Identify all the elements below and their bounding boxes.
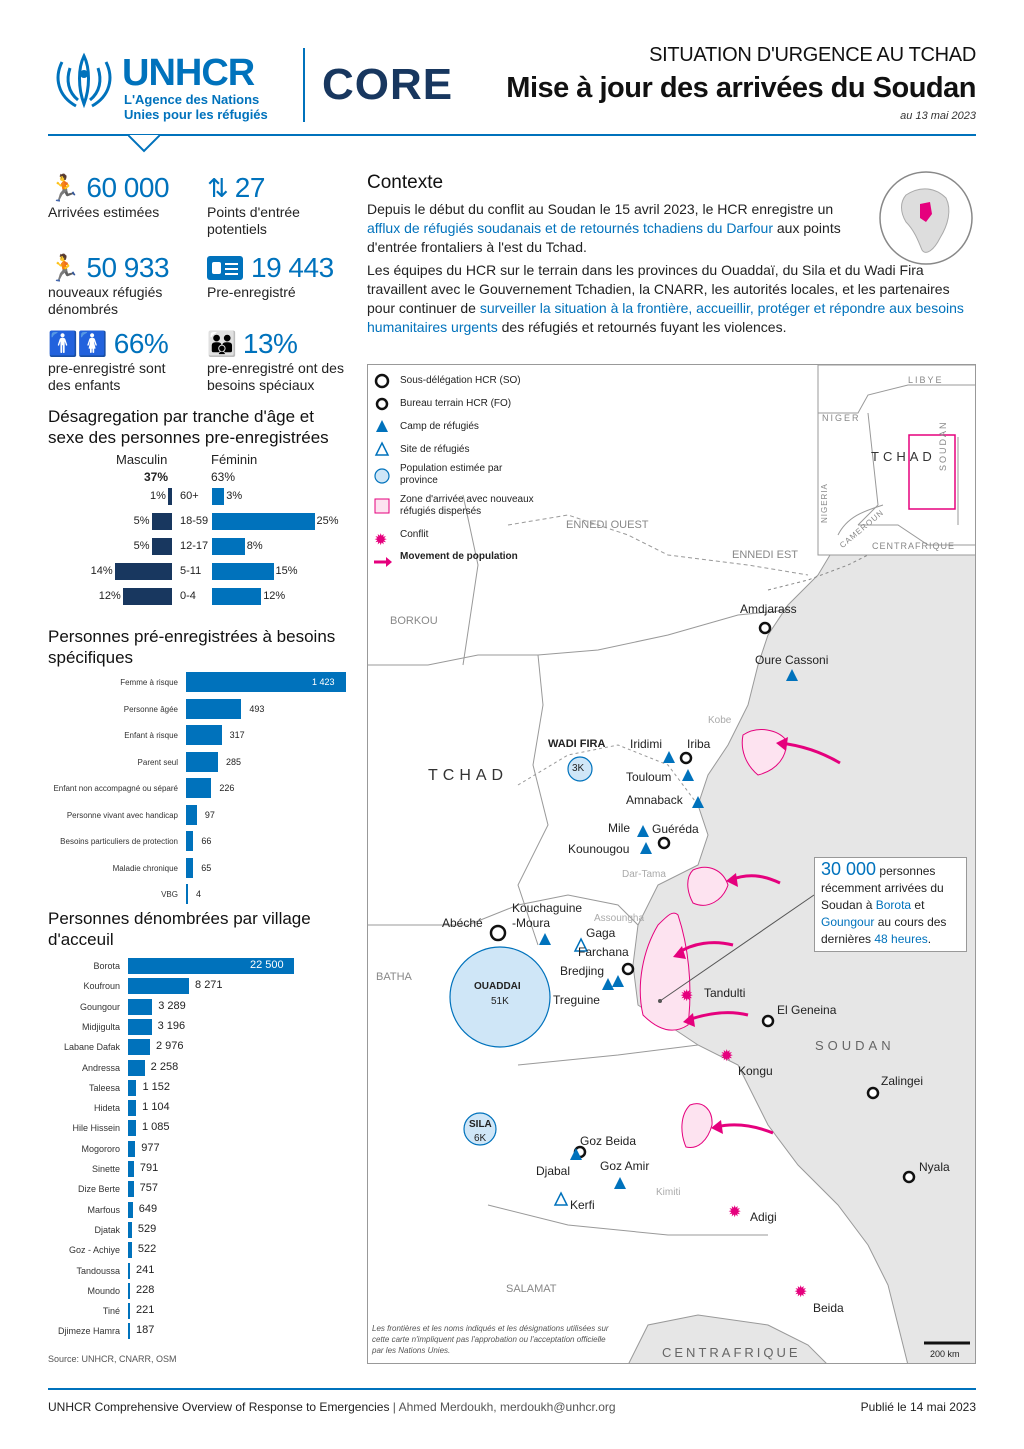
male-bar-label: 12% — [98, 590, 121, 602]
specific-need-bar — [186, 699, 241, 719]
village-value: 187 — [136, 1324, 155, 1337]
village-bar — [128, 1202, 133, 1218]
specific-need-value: 226 — [219, 783, 235, 793]
place-bredjing: Bredjing — [560, 964, 605, 978]
age-pyramid — [48, 450, 358, 615]
place-gureda: Guéréda — [652, 822, 699, 836]
kpi-value: 50 933 — [86, 252, 170, 283]
place-touloum: Touloum — [626, 770, 672, 784]
arrivals-callout — [814, 857, 967, 952]
country-tchad: TCHAD — [428, 767, 509, 784]
inset-centrafrique: CENTRAFRIQUE — [872, 541, 956, 551]
place-el-geneina: El Geneina — [777, 1003, 837, 1017]
page-title: Mise à jour des arrivées du Soudan — [506, 72, 976, 104]
inset-soudan: SOUDAN — [938, 420, 948, 471]
village-value: 2 976 — [155, 1040, 184, 1053]
place-gaga: Gaga — [586, 926, 616, 940]
specific-need-label: Personne âgée — [123, 704, 178, 714]
ouaddai-population: 51K — [491, 996, 509, 1007]
kpi-preregistered — [207, 252, 357, 301]
specific-need-bar — [186, 805, 197, 825]
specific-need-label: Parent seul — [137, 757, 178, 767]
village-label: Goz - Achiye — [68, 1245, 120, 1256]
village-label: Borota — [93, 961, 120, 971]
svg-text:✹: ✹ — [728, 1204, 742, 1221]
village-value: 228 — [136, 1283, 155, 1296]
specific-need-value: 493 — [249, 703, 265, 714]
legend-movement: Movement de population — [400, 551, 518, 562]
village-value: 1 104 — [142, 1101, 170, 1114]
kpi-label: Arrivées estimées — [48, 204, 160, 220]
place-mile: Mile — [608, 821, 631, 835]
age-group-label: 12-17 — [180, 540, 209, 552]
legend-site: Site de réfugiés — [400, 444, 470, 455]
village-bar — [128, 978, 189, 994]
village-label: Moundo — [87, 1285, 120, 1296]
female-bar — [212, 588, 261, 605]
province-ouaddai: OUADDAI — [474, 981, 521, 992]
family-icon: 👪 — [207, 330, 237, 358]
inset-libye: LIBYE — [908, 375, 944, 385]
source-note: Source: UNHCR, CNARR, OSM — [48, 1354, 177, 1364]
villages-chart — [0, 958, 360, 1348]
region-kobe: Kobe — [708, 715, 732, 726]
context-text: des réfugiés et retournés fuyant les violences. — [497, 319, 787, 335]
specific-need-value: 4 — [196, 889, 202, 899]
village-value: 22 500 — [250, 959, 284, 971]
age-group-label: 60+ — [180, 490, 199, 502]
age-pyramid-title: Désagregation par tranche d'âge et sexe des personnes pre-enregistrées — [48, 407, 329, 447]
village-label: Tiné — [102, 1306, 120, 1317]
specific-need-label: VBG — [161, 890, 178, 899]
context-text: aux points d'entrée frontaliers à l'est du Tchad. — [367, 220, 841, 255]
kpi-label: Pre-enregistré — [207, 284, 296, 300]
region-dar-tama: Dar-Tama — [622, 869, 666, 880]
place-goz-amir: Goz Amir — [600, 1159, 650, 1173]
village-bar — [128, 1303, 130, 1319]
village-value: 2 258 — [150, 1060, 179, 1073]
village-bar — [128, 1019, 152, 1035]
village-label: Sinette — [91, 1164, 120, 1174]
village-bar — [128, 1039, 150, 1055]
village-label: Midjigulta — [81, 1021, 120, 1032]
situation-map — [367, 364, 976, 1364]
province-wadi-fira: WADI FIRA — [548, 738, 606, 750]
place-beida: Beida — [813, 1301, 844, 1315]
context-highlight: afflux de réfugiés soudanais et de retournés tchadiens du Darfour — [367, 220, 773, 236]
callout-text: personnes récemment arrivées du Soudan à — [821, 864, 944, 912]
place-oure-cassoni: Oure Cassoni — [755, 653, 829, 667]
village-value: 3 196 — [157, 1019, 186, 1032]
specific-need-value: 285 — [226, 756, 242, 767]
male-header: Masculin — [116, 452, 168, 467]
place-iriba: Iriba — [687, 737, 711, 751]
female-bar-label: 8% — [246, 540, 263, 552]
specific-need-bar — [186, 778, 211, 798]
specific-need-label: Maladie chronique — [112, 863, 178, 873]
place-adigi: Adigi — [750, 1210, 777, 1224]
legend-icons — [374, 373, 394, 573]
specific-need-bar — [186, 725, 222, 745]
core-logo: CORE — [322, 60, 454, 109]
callout-number: 30 000 — [821, 859, 877, 879]
village-label: Labane Dafak — [63, 1042, 120, 1053]
age-group-label: 0-4 — [180, 590, 196, 602]
village-label: Djimeze Hamra — [57, 1326, 120, 1337]
village-bar — [128, 1323, 130, 1339]
specific-need-bar — [186, 884, 188, 904]
place-farchana: Farchana — [578, 945, 629, 959]
legend-so: Sous-délégation HCR (SO) — [400, 375, 521, 386]
region-centrafrique: CENTRAFRIQUE — [662, 1345, 801, 1360]
village-label: Hideta — [93, 1103, 120, 1114]
region-batha: BATHA — [376, 971, 412, 983]
specific-need-label: Personne vivant avec handicap — [66, 810, 178, 820]
specific-need-bar — [186, 831, 193, 851]
region-assoungha: Assoungha — [594, 913, 645, 924]
male-bar-label: 14% — [90, 565, 113, 577]
specific-need-label: Femme à risque — [120, 678, 178, 687]
kpi-special-needs — [207, 328, 362, 394]
province-sila: SILA — [469, 1119, 492, 1130]
specific-need-value: 97 — [204, 809, 215, 820]
callout-text: et — [911, 898, 925, 912]
place-djabal: Djabal — [536, 1164, 571, 1178]
context-paragraph-2 — [367, 261, 967, 337]
village-bar — [128, 999, 152, 1015]
children-icon: 🚹🚺 — [48, 330, 108, 358]
village-label: Marfous — [87, 1204, 120, 1215]
place-amdjarass: Amdjarass — [740, 602, 797, 616]
village-label: Djatak — [94, 1224, 120, 1235]
footer-credit — [48, 1400, 616, 1414]
specific-need-label: Enfant à risque — [124, 731, 178, 740]
context-title: Contexte — [367, 172, 444, 193]
male-bar-label: 5% — [133, 540, 150, 552]
context-text: Depuis le début du conflit au Soudan le 15 avril 2023, le HCR enregistre un — [367, 201, 834, 217]
male-percent: 37% — [144, 470, 169, 484]
kpi-label: nouveaux réfugiés dénombrés — [48, 284, 163, 317]
logo-sub-line-1: L'Agence des Nations — [124, 92, 260, 107]
place-amnaback: Amnaback — [626, 793, 683, 807]
village-bar — [128, 1141, 135, 1157]
village-value: 522 — [137, 1243, 157, 1256]
legend-conflict: Conflit — [400, 529, 429, 540]
female-percent: 63% — [211, 470, 236, 484]
region-salamat: SALAMAT — [506, 1283, 557, 1295]
kpi-children — [48, 328, 208, 394]
context-text: Les équipes du HCR sur le terrain dans les provinces du Ouaddaï, du Sila et du Wadi Fira travaillent avec le Gouvernement Tchadien, la CNARR, les autorités locales, et les partenaires pour continuer de — [367, 262, 950, 316]
kpi-value: 66% — [113, 328, 169, 359]
globe-locator-icon — [876, 170, 976, 266]
place-iridimi: Iridimi — [630, 737, 662, 751]
village-bar — [128, 1080, 136, 1096]
running-person-icon: 🏃 — [48, 172, 81, 203]
specific-need-label: Enfant non accompagné ou séparé — [53, 784, 178, 793]
kpi-value: 13% — [242, 328, 298, 359]
callout-borota: Borota — [875, 898, 912, 912]
kpi-value: 19 443 — [251, 252, 334, 283]
wadi-fira-population: 3K — [572, 763, 585, 774]
place-kouchaguine: Kouchaguine — [512, 901, 583, 915]
svg-text:✹: ✹ — [720, 1048, 734, 1065]
callout-text: au cours des dernières — [821, 915, 947, 946]
logo-subtitle — [124, 92, 268, 122]
unhcr-logo — [48, 48, 120, 110]
place-tandulti: Tandulti — [704, 986, 746, 1000]
specific-needs-title: Personnes pré-enregistrées à besoins spécifiques — [48, 627, 336, 667]
logo-sub-line-2: Unies pour les réfugiés — [124, 107, 268, 122]
village-bar — [128, 1060, 145, 1076]
kpi-value: 27 — [234, 172, 265, 203]
region-kimiti: Kimiti — [656, 1187, 681, 1198]
female-bar — [212, 488, 224, 505]
village-bar — [128, 1161, 134, 1177]
place-kongu: Kongu — [738, 1064, 773, 1078]
header-pointer-icon — [128, 135, 160, 153]
age-group-label: 18-59 — [180, 515, 209, 527]
header-divider — [48, 134, 976, 136]
village-bar — [128, 1222, 132, 1238]
inset-niger: NIGER — [822, 413, 861, 423]
region-ennedi-ouest: ENNEDI OUEST — [566, 519, 649, 531]
village-bar — [128, 1120, 136, 1136]
map-disclaimer: Les frontières et les noms indiqués et les désignations utilisées sur cette carte n'impliquent pas l'approbation ou l'acceptation officielle par les Nations Unies. — [372, 1324, 609, 1355]
village-value: 529 — [137, 1222, 157, 1235]
svg-text:✹: ✹ — [374, 532, 388, 549]
context-paragraph-1 — [367, 200, 867, 257]
village-bar — [128, 1100, 136, 1116]
place-zalingei: Zalingei — [881, 1074, 924, 1088]
male-bar-label: 5% — [133, 515, 150, 527]
male-bar — [152, 538, 173, 555]
female-bar — [212, 538, 245, 555]
place-abeche: Abéché — [442, 916, 483, 930]
village-value: 757 — [139, 1182, 158, 1195]
village-value: 3 289 — [158, 999, 186, 1012]
callout-goungour: Goungour — [821, 915, 875, 929]
female-bar-label: 12% — [263, 590, 286, 602]
village-bar — [128, 1283, 130, 1299]
specific-needs-chart — [0, 672, 360, 902]
legend-fo: Bureau terrain HCR (FO) — [400, 398, 512, 409]
village-value: 649 — [138, 1202, 158, 1215]
kpi-label: Points d'entrée potentiels — [207, 204, 300, 237]
village-bar — [128, 1242, 132, 1258]
specific-need-value: 66 — [201, 836, 212, 846]
place-goz-beida: Goz Beida — [580, 1134, 637, 1148]
footer-published: Publié le 14 mai 2023 — [860, 1400, 976, 1414]
running-person-icon: 🏃 — [48, 252, 81, 283]
female-bar-label: 25% — [316, 515, 339, 527]
village-value: 221 — [136, 1304, 155, 1317]
callout-text: . — [927, 932, 932, 946]
legend-population: Population estimée par province — [400, 463, 503, 486]
inset-cameroun: CAMEROUN — [838, 507, 886, 550]
male-bar — [123, 588, 172, 605]
village-label: Hile Hissein — [72, 1123, 120, 1134]
header-subtitle: SITUATION D'URGENCE AU TCHAD — [649, 44, 976, 66]
male-bar — [152, 513, 173, 530]
legend-arrival-zone: Zone d'arrivée avec nouveaux réfugiés dispersés — [400, 494, 534, 517]
male-bar — [115, 563, 172, 580]
place-nyala: Nyala — [919, 1160, 950, 1174]
specific-need-bar — [186, 858, 193, 878]
place-kerfi: Kerfi — [570, 1198, 595, 1212]
village-value: 241 — [136, 1263, 155, 1276]
specific-need-label: Besoins particuliers de protection — [60, 837, 178, 846]
villages-title: Personnes dénombrées par village d'acceuil — [48, 909, 311, 949]
village-value: 791 — [139, 1162, 159, 1174]
specific-need-value: 1 423 — [312, 677, 335, 687]
region-borkou: BORKOU — [390, 615, 438, 627]
specific-need-value: 317 — [229, 730, 245, 740]
kpi-new-refugees — [48, 252, 208, 318]
context-highlight: surveiller la situation à la frontière, accueillir, protéger et répondre aux besoins humanitaires urgents — [367, 300, 964, 335]
inset-tchad: TCHAD — [871, 449, 936, 464]
scale-label: 200 km — [930, 1349, 960, 1359]
place-moura: -Moura — [512, 916, 551, 930]
village-value: 1 085 — [142, 1121, 170, 1134]
id-card-icon — [207, 256, 243, 280]
logo-wordmark: UNHCR — [122, 52, 255, 94]
header-date: au 13 mai 2023 — [900, 110, 976, 122]
village-value: 8 271 — [195, 979, 223, 992]
female-bar — [212, 513, 315, 530]
kpi-label: pre-enregistré ont des besoins spéciaux — [207, 360, 344, 393]
legend-camp: Camp de réfugiés — [400, 421, 479, 432]
village-label: Dize Berte — [77, 1184, 120, 1195]
male-bar-label: 1% — [150, 490, 166, 502]
village-value: 977 — [141, 1141, 160, 1154]
village-label: Mogororo — [81, 1143, 120, 1154]
specific-need-bar — [186, 752, 218, 772]
inset-nigeria: NIGERIA — [820, 483, 829, 523]
age-group-label: 5-11 — [180, 565, 202, 577]
footer-program: UNHCR Comprehensive Overview of Response to Emergencies — [48, 1400, 390, 1414]
place-kounougou: Kounougou — [568, 842, 630, 856]
village-bar — [128, 1181, 134, 1197]
kpi-label: pre-enregistré sont des enfants — [48, 360, 166, 393]
footer-divider — [48, 1388, 976, 1390]
sila-population: 6K — [474, 1133, 487, 1144]
kpi-value: 60 000 — [86, 172, 170, 203]
country-soudan: SOUDAN — [815, 1038, 895, 1053]
svg-text:✹: ✹ — [794, 1284, 808, 1301]
kpi-arrivals — [48, 172, 208, 221]
kpi-entry-points — [207, 172, 357, 238]
unhcr-emblem-icon — [48, 48, 120, 110]
callout-hours: 48 heures — [874, 932, 928, 946]
footer-contact: | Ahmed Merdoukh, merdoukh@unhcr.org — [389, 1400, 616, 1414]
svg-text:✹: ✹ — [680, 988, 694, 1005]
village-label: Goungour — [79, 1001, 120, 1012]
village-bar — [128, 1263, 130, 1279]
village-value: 1 152 — [142, 1080, 171, 1093]
female-bar-label: 15% — [275, 565, 298, 577]
village-label: Tandoussa — [76, 1265, 120, 1276]
male-bar — [168, 488, 172, 505]
female-bar-label: 3% — [226, 490, 243, 502]
village-label: Taleesa — [88, 1082, 120, 1093]
arrows-updown-icon: ⇅ — [207, 172, 229, 203]
village-label: Andressa — [81, 1062, 120, 1073]
logo-separator — [303, 48, 305, 122]
place-treguine: Treguine — [553, 993, 600, 1007]
region-ennedi-est: ENNEDI EST — [732, 549, 799, 561]
female-bar — [212, 563, 274, 580]
female-header: Féminin — [211, 452, 258, 467]
specific-need-value: 65 — [201, 862, 212, 873]
village-label: Koufroun — [83, 981, 120, 992]
